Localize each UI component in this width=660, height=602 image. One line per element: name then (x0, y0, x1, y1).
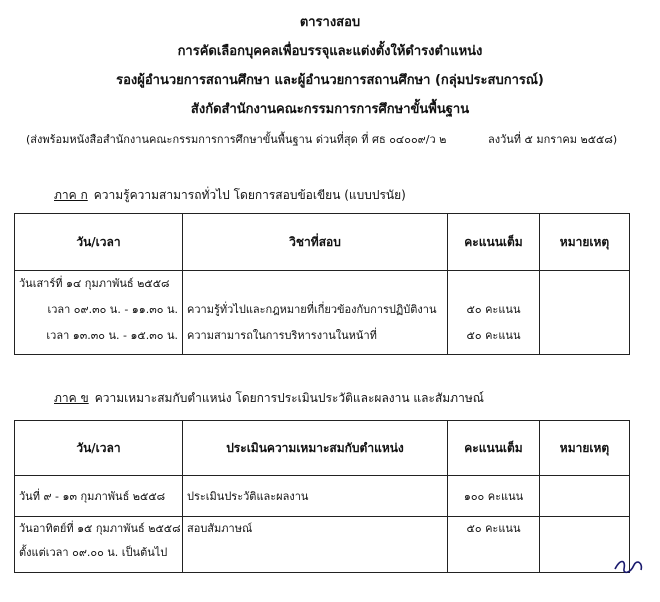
table-row (15, 476, 630, 517)
full-score: ๕๐ คะแนน (466, 303, 521, 316)
subject-name: ความสามารถในการบริหารงานในหน้าที่ (187, 329, 377, 342)
part-b-label: ภาค ข (54, 391, 89, 405)
full-score: ๕๐ คะแนน (466, 522, 521, 535)
table-row (15, 517, 630, 573)
score-cell: ๑๐๐ คะแนน (448, 476, 540, 517)
column-header: วัน/เวลา (15, 214, 183, 271)
doc-subtitle-2: รองผู้อำนวยการสถานศึกษา และผู้อำนวยการสถานศึกษา (กลุ่มประสบการณ์) (116, 73, 544, 88)
item-name: สอบสัมภาษณ์ (187, 522, 253, 535)
part-a-table (14, 213, 630, 355)
exam-date: วันเสาร์ที่ ๑๔ กุมภาพันธ์ ๒๕๕๘ (19, 277, 170, 290)
part-b-heading (54, 389, 484, 408)
date-cell (15, 517, 183, 573)
column-header: คะแนนเต็ม (448, 214, 540, 271)
interview-time: ตั้งแต่เวลา ๐๙.๐๐ น. เป็นต้นไป (19, 546, 168, 559)
exam-time: เวลา ๑๓.๓๐ น. - ๑๕.๓๐ น. (46, 329, 178, 342)
subject-cell (183, 271, 448, 355)
note-cell (540, 271, 630, 355)
column-header: ประเมินความเหมาะสมกับตำแหน่ง (183, 421, 448, 476)
note-cell (540, 476, 630, 517)
subject-name: ความรู้ทั่วไปและกฎหมายที่เกี่ยวข้องกับการปฏิบัติงาน (187, 303, 437, 316)
reference-line (26, 130, 636, 148)
score-cell (448, 517, 540, 573)
datetime-cell (15, 271, 183, 355)
column-header: วัน/เวลา (15, 421, 183, 476)
table-header-row (15, 214, 630, 271)
reference-text: (ส่งพร้อมหนังสือสำนักงานคณะกรรมการการศึกษาขั้นพื้นฐาน ด่วนที่สุด ที่ ศธ ๐๔๐๐๙/ว ๒ (26, 133, 447, 146)
table-header-row (15, 421, 630, 476)
part-b-title: ความเหมาะสมกับตำแหน่ง โดยการประเมินประวัติและผลงาน และสัมภาษณ์ (94, 391, 484, 405)
part-a-title: ความรู้ความสามารถทั่วไป โดยการสอบข้อเขียน (แบบปรนัย) (93, 188, 406, 202)
part-b-table (14, 420, 630, 573)
part-a-heading (54, 186, 406, 205)
interview-date: วันอาทิตย์ที่ ๑๕ กุมภาพันธ์ ๒๕๕๘ (19, 522, 181, 535)
item-cell: ประเมินประวัติและผลงาน (183, 476, 448, 517)
reference-date: ลงวันที่ ๕ มกราคม ๒๕๕๘) (488, 133, 618, 146)
doc-title: ตารางสอบ (299, 15, 361, 30)
handwritten-initial (612, 555, 646, 577)
table-row (15, 271, 630, 355)
doc-subtitle-3: สังกัดสำนักงานคณะกรรมการการศึกษาขั้นพื้นฐาน (190, 102, 470, 117)
exam-time: เวลา ๐๙.๓๐ น. - ๑๑.๓๐ น. (47, 303, 178, 316)
column-header: คะแนนเต็ม (448, 421, 540, 476)
part-a-label: ภาค ก (54, 188, 88, 202)
doc-subtitle-1: การคัดเลือกบุคคลเพื่อบรรจุและแต่งตั้งให้ดำรงตำแหน่ง (177, 44, 483, 59)
date-cell: วันที่ ๙ - ๑๓ กุมภาพันธ์ ๒๕๕๘ (15, 476, 183, 517)
column-header: หมายเหตุ (540, 421, 630, 476)
score-cell (448, 271, 540, 355)
column-header: หมายเหตุ (540, 214, 630, 271)
column-header: วิชาที่สอบ (183, 214, 448, 271)
item-cell (183, 517, 448, 573)
full-score: ๕๐ คะแนน (466, 329, 521, 342)
